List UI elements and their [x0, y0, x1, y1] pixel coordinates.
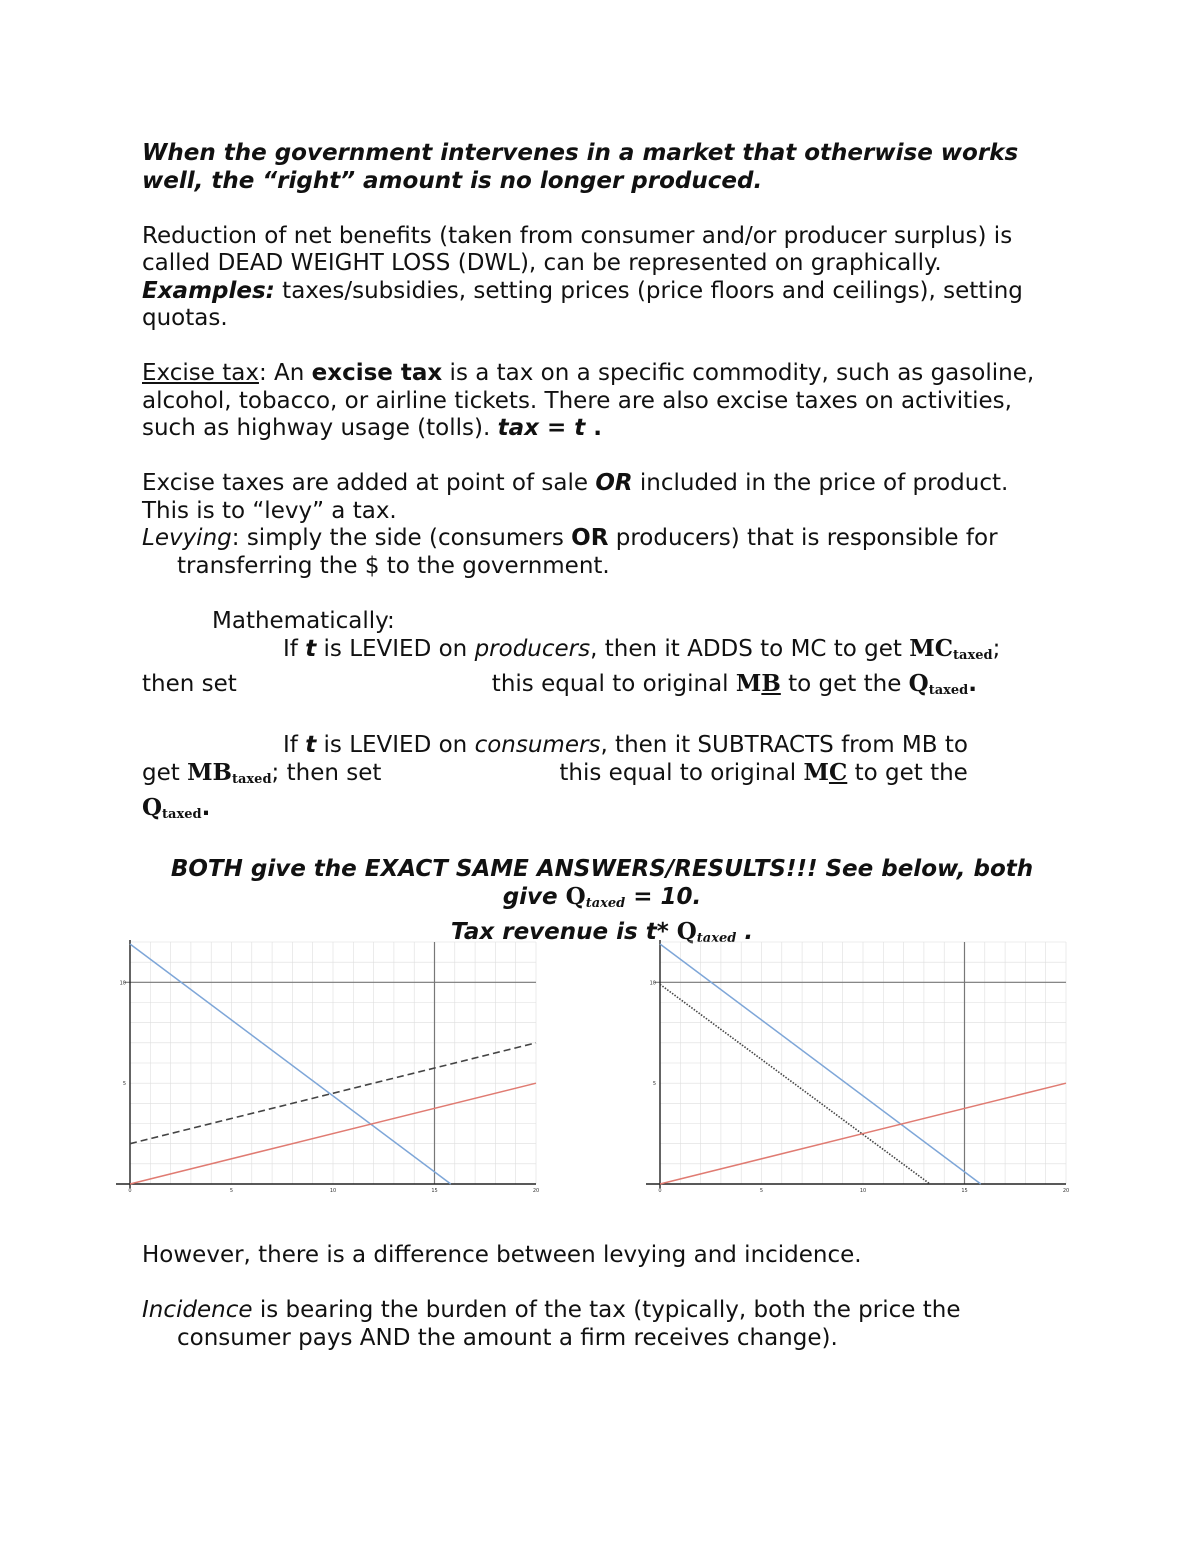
producer-then: then set: [142, 670, 237, 697]
consumer-if: If: [283, 731, 306, 758]
producer-rule-line1: [142, 635, 1062, 670]
producer-mc: MC: [909, 635, 954, 662]
y-tick-label: 5: [652, 1081, 656, 1088]
revenue-text: Tax revenue is t*: [450, 918, 677, 945]
producer-b: , then it ADDS to MC to get: [590, 636, 910, 662]
consumer-who: consumers: [474, 731, 601, 758]
conclusion-q: Q: [565, 883, 586, 910]
consumer-mb-sub: taxed: [232, 772, 272, 787]
consumer-end: .: [201, 794, 211, 821]
incidence-label: Incidence: [142, 1297, 253, 1323]
consumer-e: to get the: [847, 760, 968, 786]
consumer-mb: MB: [187, 759, 232, 786]
levy-text-b: included in the price of product. This is to “levy” a tax.: [142, 470, 1009, 524]
conclusion-value: = 10.: [625, 884, 702, 910]
closing-section: [142, 1242, 1062, 1352]
examples-text: taxes/subsidies, setting prices (price floors and ceilings), setting quotas.: [142, 277, 1023, 331]
excise-term: excise tax: [311, 360, 443, 386]
consumer-rule-line2: [142, 759, 1062, 794]
consumer-c-underlined: C: [828, 759, 848, 786]
excise-text: is a tax on a specific commodity, such as gasoline, alcohol, tobacco, or airline tickets. There are also excise taxes on activities, such as highway usage (tolls).: [142, 360, 1035, 441]
producer-who: producers: [474, 636, 591, 662]
producer-c: ;: [992, 636, 1001, 662]
levying-label: Levying: [142, 525, 232, 551]
producer-if: If: [283, 636, 306, 662]
graph-consumer-levy: [638, 938, 1070, 1198]
producer-mc-sub: taxed: [953, 648, 993, 663]
producer-rule-line2: [142, 670, 1062, 705]
x-tick-label: 5: [229, 1188, 234, 1194]
series-line-1: [660, 944, 981, 1184]
excise-paragraph: [142, 360, 1062, 443]
producer-e: to get the: [780, 670, 909, 697]
conclusion-line2: [142, 883, 1062, 918]
consumer-a: is LEVIED on: [316, 731, 475, 758]
producer-m: M: [735, 669, 762, 697]
producer-q-sub: taxed: [928, 682, 969, 698]
levy-or: OR: [595, 470, 633, 496]
levy-text-a: Excise taxes are added at point of sale: [142, 470, 596, 496]
excise-colon: : An: [258, 360, 312, 386]
intro-heading: When the government intervenes in a market that otherwise works well, the “right” amount is no longer produced.: [142, 140, 1019, 194]
document-body: [142, 140, 1062, 952]
levying-text-a: : simply the side (consumers: [231, 525, 572, 551]
y-tick-label: 5: [122, 1081, 126, 1088]
series-line-1: [130, 944, 451, 1184]
producer-a: is LEVIED on: [316, 636, 475, 662]
consumer-d: this equal to original: [559, 760, 804, 786]
revenue-q-sub: taxed: [696, 930, 737, 946]
conclusion-give: give: [502, 884, 566, 910]
producer-b-underlined: B: [761, 669, 781, 697]
consumer-rule-line3: [142, 794, 1062, 829]
incidence-definition: [142, 1297, 1062, 1352]
consumer-q: Q: [142, 793, 163, 821]
examples-label: Examples:: [142, 277, 275, 304]
consumer-get: get: [142, 760, 188, 786]
x-tick-label: 20: [532, 1188, 540, 1194]
incidence-text: is bearing the burden of the tax (typically, both the price the consumer pays AND the amount a firm receives change).: [177, 1297, 961, 1351]
consumer-q-sub: taxed: [162, 806, 202, 822]
consumer-rule-line1: [142, 732, 1062, 760]
x-tick-label: 10: [859, 1188, 867, 1194]
consumer-c: ; then set: [271, 760, 382, 786]
excise-label: Excise tax: [142, 360, 259, 386]
producer-end: .: [968, 670, 978, 697]
y-tick-label: 10: [119, 980, 126, 987]
tax-formula: tax = t: [497, 415, 586, 441]
dwl-paragraph: [142, 223, 1062, 333]
producer-t: t: [305, 636, 317, 662]
conclusion-line1: BOTH give the EXACT SAME ANSWERS/RESULTS!!! See below, both: [170, 855, 1034, 882]
levying-text-b: producers) that is responsible for transferring the $ to the government.: [177, 525, 998, 579]
x-tick-label: 5: [759, 1188, 764, 1194]
levy-paragraph: [142, 470, 1062, 525]
revenue-q: Q: [676, 917, 697, 945]
x-tick-label: 0: [658, 1188, 662, 1194]
levying-definition: [142, 525, 1062, 580]
consumer-b: , then it SUBTRACTS from MB to: [600, 731, 968, 758]
producer-q: Q: [908, 669, 929, 697]
graph-producer-levy: [108, 938, 540, 1198]
x-tick-label: 15: [961, 1188, 968, 1194]
revenue-end: .: [736, 918, 754, 945]
levying-or: OR: [571, 525, 609, 551]
x-tick-label: 15: [431, 1188, 438, 1194]
tax-formula-end: .: [585, 415, 602, 441]
x-tick-label: 20: [1062, 1188, 1070, 1194]
conclusion-q-sub: taxed: [585, 896, 626, 911]
x-tick-label: 10: [329, 1188, 337, 1194]
y-tick-label: 10: [649, 980, 656, 987]
consumer-t: t: [305, 731, 317, 758]
levying-vs-incidence: However, there is a difference between levying and incidence.: [142, 1242, 862, 1268]
dwl-text: Reduction of net benefits (taken from consumer and/or producer surplus) is called DEAD WEIGHT LOSS (DWL), can be represented on graphically.: [142, 222, 1013, 276]
consumer-m: M: [803, 759, 829, 786]
producer-d: this equal to original: [491, 670, 736, 697]
x-tick-label: 0: [128, 1188, 132, 1194]
math-label: Mathematically:: [212, 607, 395, 634]
